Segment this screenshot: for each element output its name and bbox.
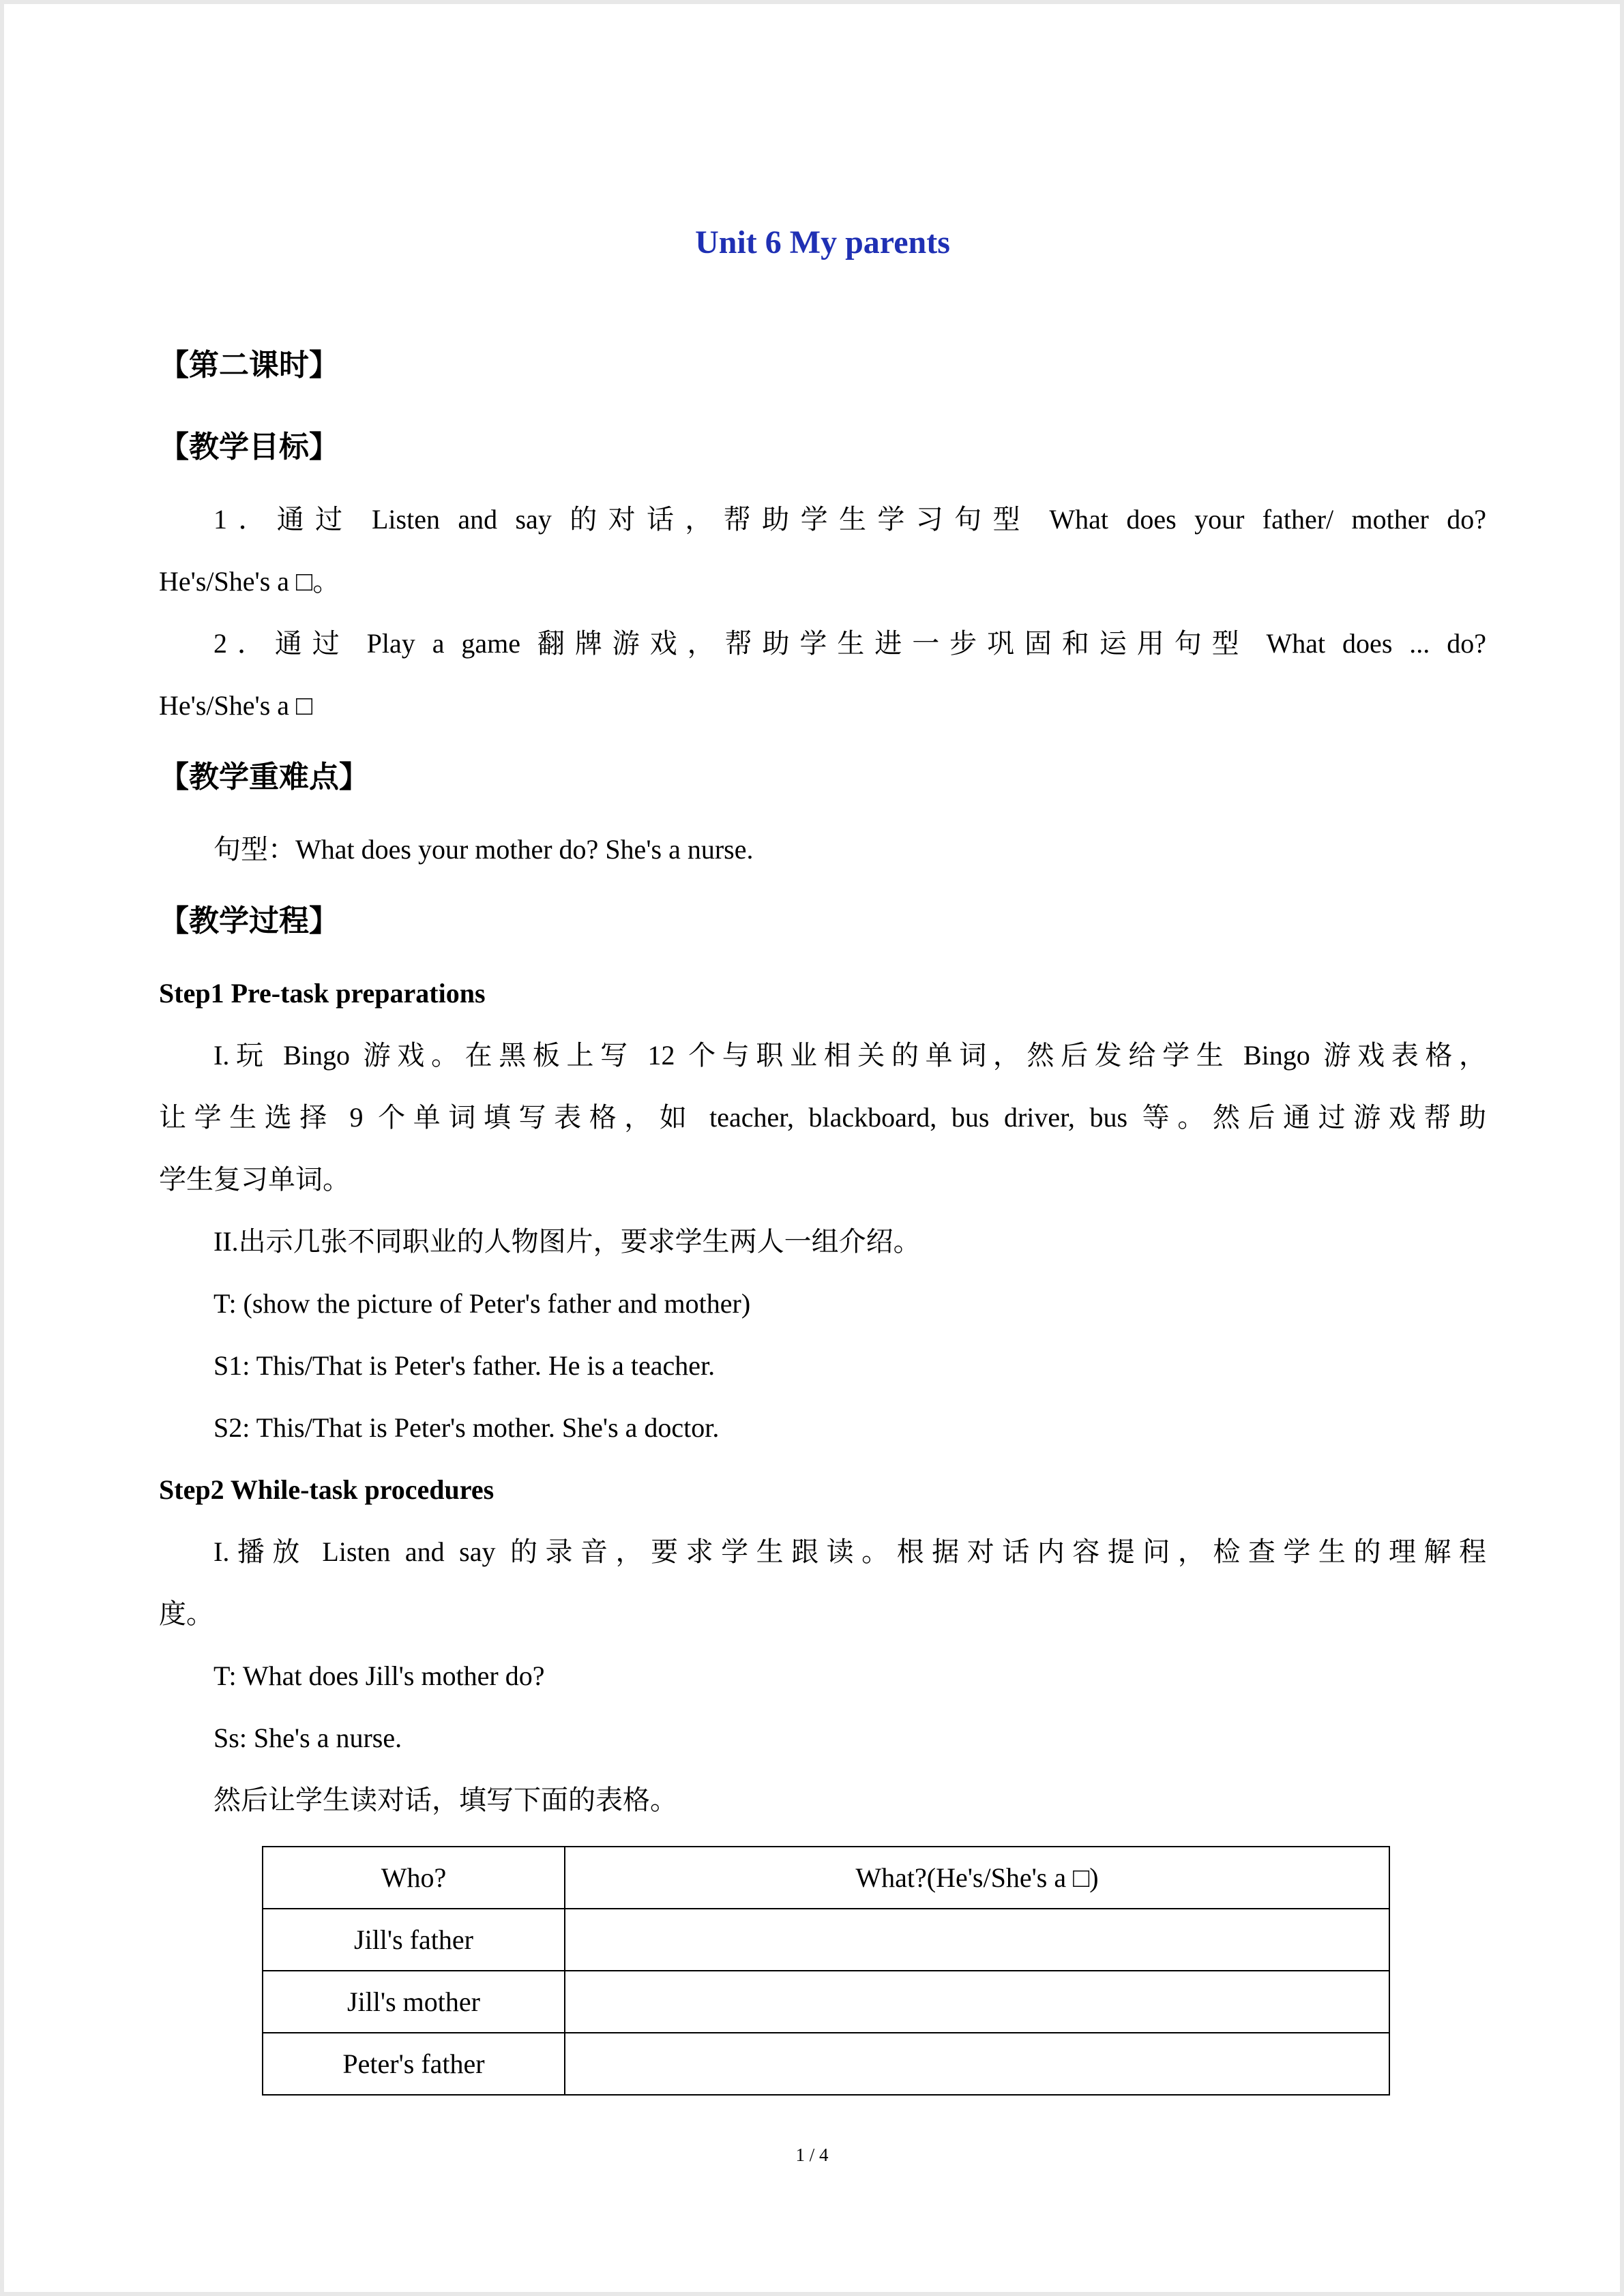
paragraph-line: 让学生选择 9 个单词填写表格，如 teacher, blackboard, bus driver, bus 等。然后通过游戏帮助 (159, 1102, 1486, 1133)
table-row (263, 1971, 1389, 2033)
paragraph-objective-1 (159, 488, 1486, 612)
paragraph-objective-2 (159, 612, 1486, 736)
paragraph-dialogue-t (159, 1272, 1486, 1335)
table-cell-what (565, 1971, 1389, 2033)
paragraph-line: II.出示几张不同职业的人物图片，要求学生两人一组介绍。 (213, 1226, 921, 1257)
paragraph-bingo-game (159, 1024, 1486, 1210)
page-title: Unit 6 My parents (695, 224, 950, 260)
heading-key-points: 【教学重难点】 (159, 760, 369, 794)
paragraph-line: 然后让学生读对话，填写下面的表格。 (213, 1785, 677, 1815)
heading-session-2: 【第二课时】 (159, 348, 339, 382)
heading-teaching-objectives: 【教学目标】 (159, 430, 339, 464)
heading-step1: Step1 Pre-task preparations (159, 978, 486, 1009)
table-cell-what (565, 1909, 1389, 1971)
paragraph-key-sentence (159, 818, 1486, 880)
paragraph-line: I.播放 Listen and say 的录音，要求学生跟读。根据对话内容提问，检查学生的理解程 (213, 1536, 1486, 1567)
table-cell-who: Jill's father (263, 1909, 565, 1971)
page-number: 1 / 4 (795, 2145, 829, 2165)
paragraph-line: 2．通过 Play a game 翻牌游戏，帮助学生进一步巩固和运用句型 What does ... do? (213, 628, 1486, 659)
heading-teaching-process: 【教学过程】 (159, 904, 339, 938)
table-cell-who: Peter's father (263, 2033, 565, 2095)
paragraph-line: I.玩 Bingo 游戏。在黑板上写 12 个与职业相关的单词，然后发给学生 Bingo 游戏表格， (213, 1040, 1486, 1071)
paragraph-line: T: (show the picture of Peter's father and mother) (213, 1288, 751, 1319)
paragraph-line: T: What does Jill's mother do? (213, 1660, 545, 1691)
paragraph-dialogue-s2 (159, 1397, 1486, 1459)
table-header-who: Who? (263, 1847, 565, 1909)
heading-step2: Step2 While-task procedures (159, 1474, 494, 1505)
paragraph-line: 句型：What does your mother do? She's a nurse. (213, 834, 754, 865)
fill-in-table (262, 1846, 1390, 2096)
paragraph-line: 度。 (159, 1598, 213, 1629)
paragraph-fill-table-instruction (159, 1769, 1486, 1831)
table-row (263, 1909, 1389, 1971)
table-cell-who: Jill's mother (263, 1971, 565, 2033)
table-header-what: What?(He's/She's a □) (565, 1847, 1389, 1909)
paragraph-listen-say (159, 1521, 1486, 1645)
paragraph-line: He's/She's a □ (159, 690, 313, 721)
paragraph-dialogue-ss (159, 1707, 1486, 1769)
paragraph-pair-work (159, 1210, 1486, 1272)
paragraph-line: 学生复习单词。 (159, 1164, 350, 1195)
document-page (4, 4, 1620, 2292)
table-row (263, 2033, 1389, 2095)
paragraph-line: Ss: She's a nurse. (213, 1723, 402, 1753)
paragraph-dialogue-t2 (159, 1645, 1486, 1707)
paragraph-line: 1．通过 Listen and say 的对话，帮助学生学习句型 What does your father/ mother do? (213, 504, 1486, 535)
table-cell-what (565, 2033, 1389, 2095)
paragraph-line: S2: This/That is Peter's mother. She's a doctor. (213, 1412, 720, 1443)
paragraph-line: S1: This/That is Peter's father. He is a teacher. (213, 1350, 715, 1381)
paragraph-dialogue-s1 (159, 1335, 1486, 1397)
paragraph-line: He's/She's a □。 (159, 566, 340, 597)
table-header-row (263, 1847, 1389, 1909)
